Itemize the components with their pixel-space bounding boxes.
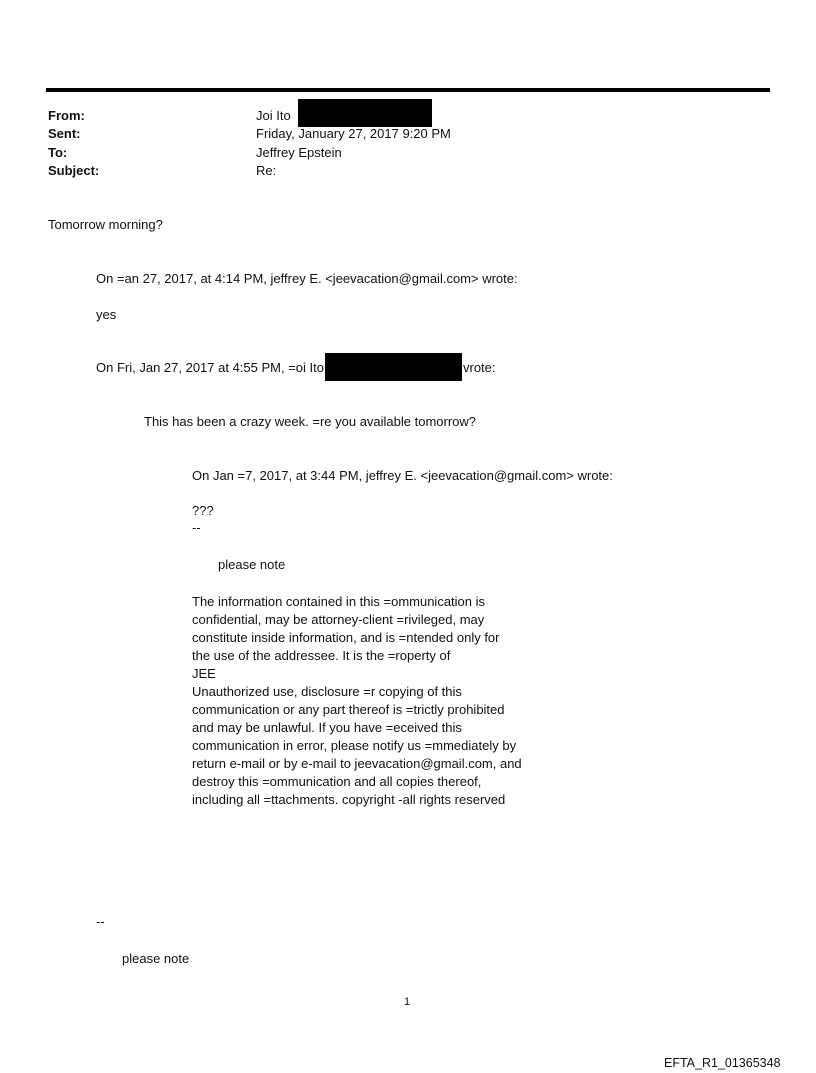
disclaimer-line: The information contained in this =ommunication is: [192, 594, 486, 609]
disclaimer-line: constitute inside information, and is =ntended only for: [192, 630, 500, 645]
sent-label: Sent:: [48, 126, 81, 141]
header-rule: [46, 88, 770, 92]
quote1-body: yes: [96, 307, 117, 322]
disclaimer-line: communication in error, please notify us =mmediately by: [192, 738, 517, 753]
outer-signature-separator: --: [96, 914, 105, 929]
to-value: Jeffrey Epstein: [256, 145, 342, 160]
disclaimer-line: and may be unlawful. If you have =eceived this: [192, 720, 462, 735]
subject-value: Re:: [256, 163, 277, 178]
subject-label: Subject:: [48, 163, 100, 178]
disclaimer-line: JEE: [192, 666, 216, 681]
redaction-box-sender-email: [298, 99, 432, 127]
to-label: To:: [48, 145, 68, 160]
quote3-header: On Jan =7, 2017, at 3:44 PM, jeffrey E. <jeevacation@gmail.com> wrote:: [192, 468, 613, 483]
quote2-header-before: On Fri, Jan 27, 2017 at 4:55 PM, =oi Ito: [96, 360, 324, 375]
redaction-box-quote-email: [325, 353, 462, 381]
disclaimer-line: the use of the addressee. It is the =roperty of: [192, 648, 451, 663]
quote2-body: This has been a crazy week. =re you available tomorrow?: [144, 414, 477, 429]
reply-text: Tomorrow morning?: [48, 217, 163, 232]
quote1-header: On =an 27, 2017, at 4:14 PM, jeffrey E. <jeevacation@gmail.com> wrote:: [96, 271, 518, 286]
disclaimer-line: Unauthorized use, disclosure =r copying of this: [192, 684, 462, 699]
outer-please-note: please note: [122, 951, 190, 966]
disclaimer-line: return e-mail or by e-mail to jeevacation@gmail.com, and: [192, 756, 522, 771]
confidentiality-disclaimer: [192, 593, 522, 809]
sent-value: Friday, January 27, 2017 9:20 PM: [256, 126, 451, 141]
from-label: From:: [48, 108, 85, 123]
disclaimer-line: confidential, may be attorney-client =rivileged, may: [192, 612, 485, 627]
quote2-header-after: vrote:: [463, 360, 496, 375]
quote3-please-note: please note: [218, 557, 286, 572]
disclaimer-line: including all =ttachments. copyright -all rights reserved: [192, 792, 506, 807]
page-number: 1: [404, 996, 411, 1008]
quote3-signature-separator: --: [192, 520, 201, 535]
disclaimer-line: communication or any part thereof is =trictly prohibited: [192, 702, 505, 717]
from-value: Joi Ito: [256, 108, 291, 123]
disclaimer-line: destroy this =ommunication and all copies thereof,: [192, 774, 482, 789]
quote3-body: ???: [192, 503, 214, 518]
bates-number: EFTA_R1_01365348: [664, 1056, 781, 1070]
